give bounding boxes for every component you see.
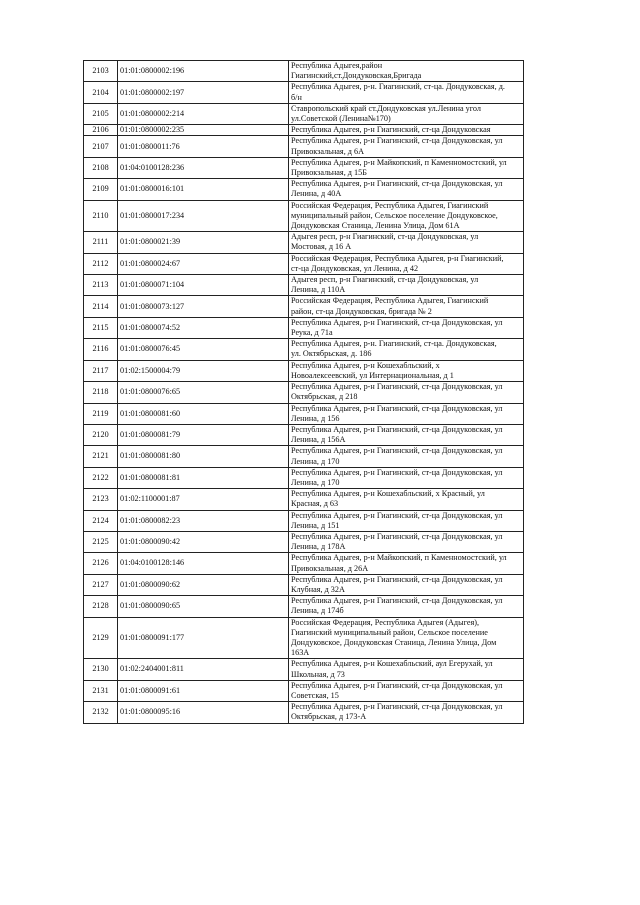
address-line: Адыгея респ, р-н Гиагинский, ст-ца Дондуковская, ул [291, 275, 479, 285]
address-line: ст-ца Дондуковская, ул Ленина, д 42 [291, 263, 419, 273]
address-cell [289, 157, 524, 178]
address-cell [289, 200, 524, 232]
address-line: Республика Адыгея,район [291, 61, 383, 70]
address-line: Республика Адыгея, р-н Гиагинский, ст-ца Дондуковская, ул [291, 596, 503, 606]
address-cell [289, 136, 524, 157]
address-cell [289, 403, 524, 424]
row-number-cell: 2112 [84, 253, 118, 274]
address-cell [289, 253, 524, 274]
table-row [84, 82, 524, 103]
row-number-cell: 2114 [84, 296, 118, 317]
address-line: Республика Адыгея, р-н Гиагинский, ст-ца Дондуковская, ул [291, 680, 503, 690]
address-line: Ленина, д 110А [291, 285, 346, 295]
address-line: Российская Федерация, Республика Адыгея, Гиагинский [291, 296, 489, 306]
row-number-cell: 2126 [84, 553, 118, 574]
address-cell [289, 232, 524, 253]
table-row [84, 659, 524, 680]
address-line: Республика Адыгея, р-н Гиагинский, ст-ца Дондуковская, ул [291, 382, 503, 392]
table-row [84, 317, 524, 338]
row-number-cell: 2115 [84, 317, 118, 338]
address-cell [289, 61, 524, 82]
address-line: Ленина, д 178А [291, 542, 346, 552]
address-line: Школьная, д 73 [291, 669, 345, 679]
address-cell [289, 296, 524, 317]
address-cell [289, 617, 524, 659]
address-line: Ленина, д 40А [291, 189, 342, 199]
address-line: Ленина, д 156 [291, 413, 340, 423]
address-line: Реука, д 71а [291, 328, 333, 338]
cadastral-number-cell: 01:01:0800076:45 [118, 339, 289, 360]
address-cell [289, 275, 524, 296]
address-line: Привокзальная, д 6А [291, 146, 365, 156]
row-number-cell: 2110 [84, 200, 118, 232]
address-line: Мостовая, д 16 А [291, 242, 352, 252]
address-cell [289, 382, 524, 403]
address-line: Республика Адыгея, р-н Гиагинский, ст-ца Дондуковская, ул [291, 179, 503, 189]
cadastral-number-cell: 01:01:0800002:196 [118, 61, 289, 82]
address-line: Октябрьская, д 173-А [291, 712, 367, 722]
address-line: Республика Адыгея, р-н Майкопский, п Каменномостский, ул [291, 553, 507, 563]
address-line: район, ст-ца Дондуковская, бригада № 2 [291, 306, 432, 316]
address-line: ул. Октябрьская, д. 186 [291, 349, 372, 359]
address-line: Клубная, д 32А [291, 584, 345, 594]
row-number-cell: 2123 [84, 489, 118, 510]
address-line: Республика Адыгея, р-н Кошехабльский, х [291, 360, 440, 370]
row-number-cell: 2109 [84, 179, 118, 200]
address-cell [289, 596, 524, 617]
cadastral-number-cell: 01:01:0800076:65 [118, 382, 289, 403]
address-line: Адыгея респ, р-н Гиагинский, ст-ца Дондуковская, ул [291, 232, 479, 242]
cadastral-number-cell: 01:01:0800021:39 [118, 232, 289, 253]
row-number-cell: 2118 [84, 382, 118, 403]
address-line: Республика Адыгея, р-н Гиагинский, ст-ца Дондуковская, ул [291, 317, 503, 327]
table-row [84, 617, 524, 659]
cadastral-number-cell: 01:01:0800082:23 [118, 510, 289, 531]
cadastral-number-cell: 01:01:0800016:101 [118, 179, 289, 200]
row-number-cell: 2105 [84, 103, 118, 124]
address-cell [289, 339, 524, 360]
table-row [84, 200, 524, 232]
row-number-cell: 2132 [84, 702, 118, 723]
address-line: Ленина, д 170 [291, 456, 340, 466]
table-row [84, 157, 524, 178]
address-cell [289, 179, 524, 200]
address-line: Октябрьская, д 218 [291, 392, 358, 402]
address-line: Российская Федерация, Республика Адыгея, р-н Гиагинский, [291, 253, 504, 263]
cadastral-number-cell: 01:01:0800071:104 [118, 275, 289, 296]
address-line: ул.Советской (Ленина№170) [291, 114, 391, 124]
cadastral-number-cell: 01:04:0100128:236 [118, 157, 289, 178]
address-line: Ленина, д 170 [291, 477, 340, 487]
address-line: Ленина, д 174б [291, 606, 344, 616]
address-line: Республика Адыгея, р-н Гиагинский, ст-ца Дондуковская [291, 125, 491, 135]
address-line: Гиагинский,ст.Дондуковская,Бригада [291, 71, 422, 81]
row-number-cell: 2113 [84, 275, 118, 296]
cadastral-number-cell: 01:01:0800091:61 [118, 680, 289, 701]
cadastral-number-cell: 01:01:0800090:42 [118, 531, 289, 552]
registry-table-body [84, 61, 524, 724]
table-row [84, 382, 524, 403]
table-row [84, 103, 524, 124]
cadastral-number-cell: 01:01:0800017:234 [118, 200, 289, 232]
address-line: Республика Адыгея, р-н Гиагинский, ст-ца Дондуковская, ул [291, 424, 503, 434]
row-number-cell: 2120 [84, 424, 118, 445]
table-row [84, 510, 524, 531]
table-row [84, 296, 524, 317]
address-line: 163А [291, 648, 310, 658]
address-line: Республика Адыгея, р-н. Гиагинский, ст-ца. Дондуковская, [291, 339, 497, 349]
table-row [84, 360, 524, 381]
row-number-cell: 2108 [84, 157, 118, 178]
row-number-cell: 2121 [84, 446, 118, 467]
cadastral-number-cell: 01:04:0100128:146 [118, 553, 289, 574]
table-row [84, 61, 524, 82]
cadastral-number-cell: 01:01:0800081:79 [118, 424, 289, 445]
row-number-cell: 2122 [84, 467, 118, 488]
cadastral-number-cell: 01:01:0800090:62 [118, 574, 289, 595]
address-cell [289, 360, 524, 381]
table-row [84, 403, 524, 424]
address-cell [289, 446, 524, 467]
cadastral-number-cell: 01:01:0800090:65 [118, 596, 289, 617]
row-number-cell: 2127 [84, 574, 118, 595]
cadastral-number-cell: 01:01:0800081:81 [118, 467, 289, 488]
address-line: Новоалексеевский, ул Интернациональная, д 1 [291, 370, 454, 380]
address-line: муниципальный район, Сельское поселение Дондуковское, [291, 210, 498, 220]
address-cell [289, 553, 524, 574]
row-number-cell: 2119 [84, 403, 118, 424]
address-line: Республика Адыгея, р-н Кошехабльский, х Красный, ул [291, 489, 485, 499]
cadastral-number-cell: 01:02:1100001:87 [118, 489, 289, 510]
address-line: Ставропольский край ст.Дондуковская ул.Ленина угол [291, 103, 481, 113]
table-row [84, 553, 524, 574]
table-row [84, 680, 524, 701]
table-row [84, 424, 524, 445]
address-line: б/н [291, 92, 302, 102]
address-cell [289, 82, 524, 103]
row-number-cell: 2117 [84, 360, 118, 381]
address-line: Республика Адыгея, р-н. Гиагинский, ст-ца. Дондуковская, д. [291, 82, 505, 92]
address-line: Республика Адыгея, р-н Гиагинский, ст-ца Дондуковская, ул [291, 467, 503, 477]
address-cell [289, 702, 524, 723]
address-line: Республика Адыгея, р-н Гиагинский, ст-ца Дондуковская, ул [291, 574, 503, 584]
address-line: Ленина, д 156А [291, 435, 346, 445]
row-number-cell: 2103 [84, 61, 118, 82]
cadastral-number-cell: 01:01:0800024:67 [118, 253, 289, 274]
table-row [84, 136, 524, 157]
address-line: Гиагинский муниципальный район, Сельское поселение [291, 627, 488, 637]
table-row [84, 253, 524, 274]
address-line: Республика Адыгея, р-н Гиагинский, ст-ца Дондуковская, ул [291, 510, 503, 520]
cadastral-number-cell: 01:02:1500004:79 [118, 360, 289, 381]
address-line: Республика Адыгея, р-н Кошехабльский, аул Егерухай, ул [291, 659, 493, 669]
table-row [84, 702, 524, 723]
table-row [84, 232, 524, 253]
address-cell [289, 510, 524, 531]
row-number-cell: 2124 [84, 510, 118, 531]
table-row [84, 596, 524, 617]
table-row [84, 275, 524, 296]
address-cell [289, 125, 524, 136]
table-row [84, 489, 524, 510]
cadastral-number-cell: 01:01:0800002:197 [118, 82, 289, 103]
address-line: Ленина, д 151 [291, 520, 340, 530]
cadastral-number-cell: 01:01:0800074:52 [118, 317, 289, 338]
row-number-cell: 2111 [84, 232, 118, 253]
address-line: Российская Федерация, Республика Адыгея (Адыгея), [291, 617, 480, 627]
address-cell [289, 424, 524, 445]
table-row [84, 446, 524, 467]
address-cell [289, 574, 524, 595]
address-cell [289, 680, 524, 701]
address-cell [289, 103, 524, 124]
row-number-cell: 2125 [84, 531, 118, 552]
cadastral-number-cell: 01:01:0800011:76 [118, 136, 289, 157]
cadastral-number-cell: 01:01:0800073:127 [118, 296, 289, 317]
address-line: Республика Адыгея, р-н Гиагинский, ст-ца Дондуковская, ул [291, 446, 503, 456]
row-number-cell: 2104 [84, 82, 118, 103]
row-number-cell: 2106 [84, 125, 118, 136]
address-line: Республика Адыгея, р-н Гиагинский, ст-ца Дондуковская, ул [291, 403, 503, 413]
table-row [84, 531, 524, 552]
cadastral-number-cell: 01:01:0800081:80 [118, 446, 289, 467]
row-number-cell: 2116 [84, 339, 118, 360]
address-line: Привокзальная, д 26А [291, 563, 369, 573]
row-number-cell: 2128 [84, 596, 118, 617]
row-number-cell: 2129 [84, 617, 118, 659]
registry-table [83, 60, 524, 724]
address-line: Красная, д 63 [291, 499, 339, 509]
address-line: Республика Адыгея, р-н Гиагинский, ст-ца Дондуковская, ул [291, 531, 503, 541]
cadastral-number-cell: 01:01:0800002:214 [118, 103, 289, 124]
cadastral-number-cell: 01:02:2404001:811 [118, 659, 289, 680]
address-cell [289, 489, 524, 510]
table-row [84, 574, 524, 595]
cadastral-number-cell: 01:01:0800002:235 [118, 125, 289, 136]
row-number-cell: 2130 [84, 659, 118, 680]
address-cell [289, 659, 524, 680]
table-row [84, 467, 524, 488]
cadastral-number-cell: 01:01:0800091:177 [118, 617, 289, 659]
address-line: Дондуковское, Дондуковская Станица, Ленина Улица, Дом [291, 637, 497, 647]
row-number-cell: 2131 [84, 680, 118, 701]
cadastral-number-cell: 01:01:0800081:60 [118, 403, 289, 424]
address-cell [289, 531, 524, 552]
address-line: Республика Адыгея, р-н Гиагинский, ст-ца Дондуковская, ул [291, 136, 503, 146]
address-line: Советская, 15 [291, 690, 339, 700]
address-line: Дондуковская Станица, Ленина Улица, Дом 61А [291, 221, 460, 231]
row-number-cell: 2107 [84, 136, 118, 157]
cadastral-number-cell: 01:01:0800095:16 [118, 702, 289, 723]
address-line: Республика Адыгея, р-н Майкопский, п Каменномостский, ул [291, 157, 507, 167]
address-cell [289, 317, 524, 338]
address-line: Привокзальная, д 15Б [291, 168, 367, 178]
address-line: Российская Федерация, Республика Адыгея, Гиагинский [291, 200, 489, 210]
table-row [84, 179, 524, 200]
table-row [84, 339, 524, 360]
table-row [84, 125, 524, 136]
address-cell [289, 467, 524, 488]
address-line: Республика Адыгея, р-н Гиагинский, ст-ца Дондуковская, ул [291, 702, 503, 712]
